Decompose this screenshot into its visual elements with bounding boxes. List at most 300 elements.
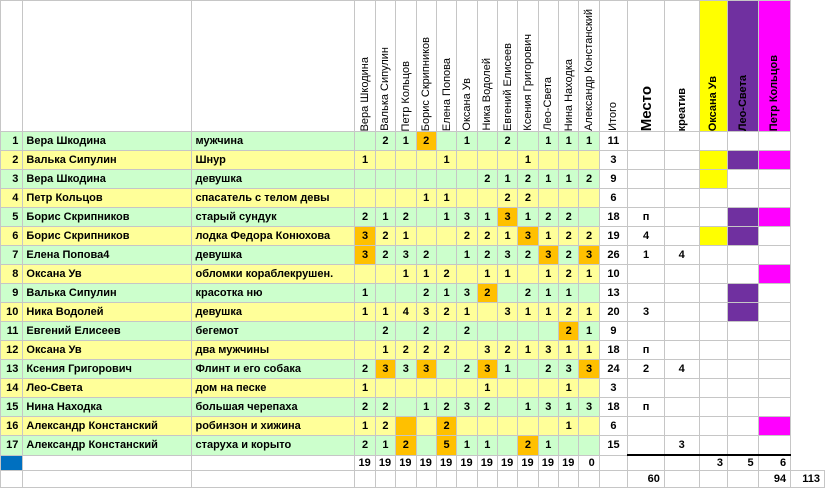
vote-cell[interactable]: 1 [518,208,538,227]
total-cell[interactable]: 3 [599,151,628,170]
vote-cell[interactable]: 2 [396,436,416,456]
vote-cell[interactable] [518,322,538,341]
mesto-cell[interactable]: 4 [628,227,665,246]
vote-cell[interactable] [396,398,416,417]
vote-cell[interactable]: 1 [396,227,416,246]
group-marker-cell[interactable] [758,132,791,151]
entry-title[interactable]: девушка [192,170,355,189]
vote-cell[interactable] [416,379,436,398]
corner-cell[interactable] [1,1,23,132]
kreativ-cell[interactable] [664,151,699,170]
participant-name[interactable]: Александр Констанский [23,417,192,436]
vote-cell[interactable] [559,151,579,170]
group-count[interactable]: 5 [728,455,759,471]
vote-cell[interactable]: 2 [559,265,579,284]
blank-cell[interactable] [355,471,375,488]
group-marker-cell[interactable] [758,417,791,436]
total-cell[interactable]: 18 [599,398,628,417]
vote-cell[interactable] [518,360,538,379]
vote-cell[interactable] [436,170,456,189]
vote-cell[interactable] [355,322,375,341]
vote-cell[interactable]: 2 [375,246,395,265]
vote-cell[interactable]: 1 [497,170,517,189]
vote-cell[interactable]: 1 [477,436,497,456]
group-marker-cell[interactable] [699,170,728,189]
vote-cell[interactable]: 2 [436,341,456,360]
group-marker-cell[interactable] [758,322,791,341]
vote-cell[interactable] [375,284,395,303]
vote-cell[interactable] [436,227,456,246]
vote-cell[interactable] [518,265,538,284]
vote-cell[interactable]: 2 [497,132,517,151]
group-marker-cell[interactable] [758,379,791,398]
vote-cell[interactable] [396,170,416,189]
kreativ-cell[interactable] [664,341,699,360]
vote-cell[interactable]: 2 [518,246,538,265]
participant-name[interactable]: Ксения Григорович [23,360,192,379]
vote-cell[interactable] [355,265,375,284]
vote-cell[interactable]: 1 [375,303,395,322]
vote-cell[interactable]: 3 [457,284,477,303]
vote-cell[interactable]: 1 [436,151,456,170]
vote-cell[interactable]: 2 [457,227,477,246]
vote-cell[interactable]: 2 [416,132,436,151]
mesto-cell[interactable] [628,379,665,398]
voter-header[interactable] [457,1,477,132]
vote-cell[interactable] [457,379,477,398]
blank-cell[interactable] [192,471,355,488]
vote-cell[interactable]: 3 [538,246,558,265]
voter-header[interactable] [559,1,579,132]
column-sum[interactable]: 19 [538,455,558,471]
blank-cell[interactable] [477,471,497,488]
kreativ-cell[interactable] [664,284,699,303]
mesto-cell[interactable]: 1 [628,246,665,265]
voter-header[interactable] [396,1,416,132]
participant-name[interactable]: Ника Водолей [23,303,192,322]
group-marker-cell[interactable] [758,151,791,170]
row-index[interactable]: 7 [1,246,23,265]
row-index[interactable]: 6 [1,227,23,246]
total-cell[interactable]: 19 [599,227,628,246]
selected-cell[interactable] [1,455,23,471]
vote-cell[interactable] [355,170,375,189]
vote-cell[interactable]: 1 [355,151,375,170]
total-cell[interactable]: 13 [599,284,628,303]
column-sum[interactable]: 0 [579,455,599,471]
vote-cell[interactable]: 1 [436,284,456,303]
vote-cell[interactable] [457,341,477,360]
participant-name[interactable]: Елена Попова4 [23,246,192,265]
total-cell[interactable]: 6 [599,417,628,436]
group-marker-cell[interactable] [699,189,728,208]
vote-cell[interactable] [579,417,599,436]
vote-cell[interactable]: 1 [355,417,375,436]
vote-cell[interactable]: 2 [375,417,395,436]
row-index[interactable]: 8 [1,265,23,284]
group-header-g2[interactable] [728,1,759,132]
vote-cell[interactable]: 1 [559,132,579,151]
voter-header[interactable] [538,1,558,132]
vote-cell[interactable]: 1 [477,379,497,398]
row-index[interactable]: 17 [1,436,23,456]
vote-cell[interactable]: 3 [375,360,395,379]
entry-title[interactable]: бегемот [192,322,355,341]
vote-cell[interactable]: 1 [538,303,558,322]
participant-name[interactable]: Нина Находка [23,398,192,417]
group-marker-cell[interactable] [758,265,791,284]
participant-name[interactable]: Лео-Света [23,379,192,398]
vote-cell[interactable]: 2 [579,227,599,246]
kreativ-cell[interactable] [664,379,699,398]
vote-cell[interactable]: 3 [396,246,416,265]
total-cell[interactable]: 24 [599,360,628,379]
group-marker-cell[interactable] [728,151,759,170]
kreativ-cell[interactable]: 4 [664,246,699,265]
total-cell[interactable]: 18 [599,341,628,360]
vote-cell[interactable] [436,322,456,341]
vote-cell[interactable] [436,132,456,151]
entry-title[interactable]: спасатель с телом девы [192,189,355,208]
vote-cell[interactable] [416,151,436,170]
mesto-cell[interactable]: 2 [628,360,665,379]
total-cell[interactable]: 18 [599,208,628,227]
vote-cell[interactable]: 5 [436,436,456,456]
participant-name[interactable]: Петр Кольцов [23,189,192,208]
vote-cell[interactable]: 2 [436,398,456,417]
kreativ-cell[interactable] [664,227,699,246]
entry-title[interactable]: красотка ню [192,284,355,303]
vote-cell[interactable]: 2 [559,303,579,322]
total-cell[interactable]: 6 [599,189,628,208]
vote-cell[interactable]: 2 [477,227,497,246]
vote-cell[interactable]: 2 [457,322,477,341]
group-header-g3[interactable] [758,1,791,132]
group-marker-cell[interactable] [728,170,759,189]
vote-cell[interactable] [375,151,395,170]
vote-cell[interactable]: 1 [457,303,477,322]
group-marker-cell[interactable] [728,246,759,265]
blank-cell[interactable] [699,471,728,488]
blank-cell[interactable] [559,471,579,488]
group-marker-cell[interactable] [728,417,759,436]
vote-cell[interactable] [457,189,477,208]
vote-cell[interactable] [416,417,436,436]
entry-title[interactable]: обломки кораблекрушен. [192,265,355,284]
vote-cell[interactable] [457,151,477,170]
blank-cell[interactable] [396,471,416,488]
entry-title[interactable]: робинзон и хижина [192,417,355,436]
participant-name[interactable]: Борис Скрипников [23,208,192,227]
total-cell[interactable]: 10 [599,265,628,284]
mesto-cell[interactable]: п [628,398,665,417]
vote-cell[interactable]: 2 [579,170,599,189]
group-marker-cell[interactable] [728,303,759,322]
vote-cell[interactable] [497,398,517,417]
column-sum[interactable]: 19 [497,455,517,471]
row-index[interactable]: 3 [1,170,23,189]
mesto-cell[interactable] [628,265,665,284]
vote-cell[interactable]: 3 [579,360,599,379]
row-index[interactable]: 13 [1,360,23,379]
mesto-cell[interactable] [628,322,665,341]
vote-cell[interactable]: 2 [396,208,416,227]
vote-cell[interactable]: 2 [375,322,395,341]
vote-cell[interactable]: 1 [518,398,538,417]
row-index[interactable]: 14 [1,379,23,398]
vote-cell[interactable]: 3 [518,227,538,246]
vote-cell[interactable] [497,322,517,341]
group-marker-cell[interactable] [758,436,791,456]
vote-cell[interactable]: 1 [579,132,599,151]
kreativ-cell[interactable] [664,303,699,322]
vote-cell[interactable] [497,436,517,456]
column-sum[interactable]: 19 [518,455,538,471]
vote-cell[interactable]: 2 [355,208,375,227]
vote-cell[interactable]: 1 [477,265,497,284]
vote-cell[interactable]: 3 [416,360,436,379]
vote-cell[interactable]: 2 [416,246,436,265]
participant-name[interactable]: Валька Сипулин [23,151,192,170]
kreativ-cell[interactable] [664,170,699,189]
vote-cell[interactable]: 3 [355,227,375,246]
vote-cell[interactable]: 1 [538,132,558,151]
group-marker-cell[interactable] [758,303,791,322]
vote-cell[interactable]: 4 [396,303,416,322]
vote-cell[interactable] [457,417,477,436]
sum-blank[interactable] [664,455,699,471]
vote-cell[interactable] [477,303,497,322]
sum-blank[interactable] [628,455,665,471]
entry-title[interactable]: старуха и корыто [192,436,355,456]
vote-cell[interactable] [416,170,436,189]
vote-cell[interactable]: 2 [477,398,497,417]
total-cell[interactable]: 3 [599,379,628,398]
vote-cell[interactable]: 1 [579,322,599,341]
vote-cell[interactable] [457,170,477,189]
group-marker-cell[interactable] [728,379,759,398]
vote-cell[interactable] [436,246,456,265]
group-marker-cell[interactable] [699,284,728,303]
vote-cell[interactable]: 1 [497,360,517,379]
mesto-cell[interactable] [628,436,665,456]
vote-cell[interactable] [396,189,416,208]
group-marker-cell[interactable] [758,246,791,265]
row-index[interactable]: 2 [1,151,23,170]
sum-blank[interactable] [599,455,628,471]
row-index[interactable]: 10 [1,303,23,322]
vote-cell[interactable] [396,284,416,303]
vote-cell[interactable]: 2 [355,398,375,417]
vote-cell[interactable]: 1 [457,436,477,456]
entry-title[interactable]: лодка Федора Конюхова [192,227,355,246]
row-index[interactable]: 4 [1,189,23,208]
blank-cell[interactable] [599,471,628,488]
vote-cell[interactable]: 2 [355,436,375,456]
participant-name[interactable]: Борис Скрипников [23,227,192,246]
group-marker-cell[interactable] [758,341,791,360]
row-index[interactable]: 15 [1,398,23,417]
vote-cell[interactable]: 2 [518,189,538,208]
group-marker-cell[interactable] [758,170,791,189]
kreativ-cell[interactable] [664,322,699,341]
total-cell[interactable]: 9 [599,170,628,189]
vote-cell[interactable] [355,341,375,360]
entry-title[interactable]: девушка [192,246,355,265]
participant-name[interactable]: Оксана Ув [23,341,192,360]
group-marker-cell[interactable] [728,436,759,456]
group-marker-cell[interactable] [758,284,791,303]
group-marker-cell[interactable] [758,360,791,379]
vote-cell[interactable] [477,189,497,208]
group-marker-cell[interactable] [728,398,759,417]
entry-title[interactable]: два мужчины [192,341,355,360]
vote-cell[interactable] [538,151,558,170]
vote-cell[interactable] [457,265,477,284]
voter-header[interactable] [518,1,538,132]
vote-cell[interactable] [579,436,599,456]
vote-cell[interactable] [396,379,416,398]
vote-cell[interactable] [518,132,538,151]
vote-cell[interactable] [396,417,416,436]
group-count[interactable]: 6 [758,455,791,471]
vote-cell[interactable]: 2 [355,360,375,379]
mesto-cell[interactable] [628,151,665,170]
blank-cell[interactable] [23,471,192,488]
mesto-cell[interactable] [628,170,665,189]
vote-cell[interactable]: 1 [559,398,579,417]
group-marker-cell[interactable] [758,398,791,417]
group-marker-cell[interactable] [699,227,728,246]
vote-cell[interactable]: 2 [559,208,579,227]
vote-cell[interactable]: 1 [497,227,517,246]
vote-cell[interactable] [375,379,395,398]
blank-cell[interactable] [664,471,699,488]
group-marker-cell[interactable] [699,322,728,341]
voter-header[interactable] [375,1,395,132]
kreativ-cell[interactable] [664,265,699,284]
group-marker-cell[interactable] [728,132,759,151]
vote-cell[interactable]: 1 [538,284,558,303]
vote-cell[interactable]: 2 [559,227,579,246]
column-sum[interactable]: 19 [477,455,497,471]
vote-cell[interactable]: 2 [559,322,579,341]
blank-cell[interactable] [518,471,538,488]
vote-cell[interactable]: 3 [355,246,375,265]
mesto-cell[interactable]: п [628,208,665,227]
vote-cell[interactable]: 1 [559,379,579,398]
group-marker-cell[interactable] [699,360,728,379]
total-cell[interactable]: 9 [599,322,628,341]
blank-cell[interactable] [579,471,599,488]
vote-cell[interactable] [579,284,599,303]
vote-cell[interactable]: 2 [436,417,456,436]
vote-cell[interactable]: 3 [579,398,599,417]
participant-name[interactable]: Евгений Елисеев [23,322,192,341]
voter-header[interactable] [579,1,599,132]
entry-title[interactable]: большая черепаха [192,398,355,417]
vote-cell[interactable] [538,379,558,398]
vote-cell[interactable]: 2 [416,284,436,303]
vote-cell[interactable] [497,379,517,398]
group-marker-cell[interactable] [758,227,791,246]
group-marker-cell[interactable] [699,303,728,322]
kreativ-cell[interactable] [664,189,699,208]
row-index[interactable]: 1 [1,132,23,151]
vote-cell[interactable]: 1 [355,303,375,322]
vote-cell[interactable]: 1 [559,284,579,303]
total-cell[interactable]: 26 [599,246,628,265]
itogo-header[interactable] [599,1,628,132]
blank-cell[interactable] [1,471,23,488]
vote-cell[interactable] [559,189,579,208]
vote-cell[interactable] [436,379,456,398]
vote-cell[interactable]: 3 [477,360,497,379]
group-marker-cell[interactable] [758,189,791,208]
vote-cell[interactable]: 1 [436,189,456,208]
vote-cell[interactable]: 2 [518,284,538,303]
vote-cell[interactable]: 3 [538,341,558,360]
blank-cell[interactable] [728,471,759,488]
vote-cell[interactable] [497,417,517,436]
kreativ-cell[interactable] [664,132,699,151]
voter-header[interactable] [416,1,436,132]
blank-cell[interactable] [416,471,436,488]
vote-cell[interactable] [416,208,436,227]
participant-name[interactable]: Вера Шкодина [23,132,192,151]
vote-cell[interactable]: 1 [518,341,538,360]
mesto-cell[interactable]: п [628,341,665,360]
vote-cell[interactable] [538,322,558,341]
sum-blank[interactable] [192,455,355,471]
group-marker-cell[interactable] [728,322,759,341]
vote-cell[interactable]: 2 [396,341,416,360]
mesto-cell[interactable] [628,189,665,208]
mesto-cell[interactable] [628,284,665,303]
vote-cell[interactable]: 1 [579,303,599,322]
voter-header[interactable] [436,1,456,132]
vote-cell[interactable] [477,151,497,170]
group-header-g1[interactable] [699,1,728,132]
total-cell[interactable]: 15 [599,436,628,456]
vote-cell[interactable]: 2 [497,189,517,208]
group-marker-cell[interactable] [728,360,759,379]
mesto-header[interactable] [628,1,665,132]
vote-cell[interactable]: 3 [579,246,599,265]
vote-cell[interactable]: 2 [436,303,456,322]
vote-cell[interactable]: 1 [477,208,497,227]
group-total[interactable]: 113 [791,471,825,488]
kreativ-cell[interactable]: 3 [664,436,699,456]
vote-cell[interactable]: 1 [416,189,436,208]
kreativ-cell[interactable]: 4 [664,360,699,379]
column-sum[interactable]: 19 [457,455,477,471]
group-marker-cell[interactable] [728,265,759,284]
vote-cell[interactable] [559,436,579,456]
mesto-cell[interactable] [628,417,665,436]
column-sum[interactable]: 19 [375,455,395,471]
group-marker-cell[interactable] [699,246,728,265]
vote-cell[interactable] [375,189,395,208]
vote-cell[interactable]: 3 [396,360,416,379]
vote-cell[interactable]: 1 [559,341,579,360]
vote-cell[interactable]: 2 [375,132,395,151]
voter-header[interactable] [355,1,375,132]
group-marker-cell[interactable] [728,227,759,246]
vote-cell[interactable]: 2 [538,208,558,227]
group-marker-cell[interactable] [699,265,728,284]
entry-title[interactable]: старый сундук [192,208,355,227]
